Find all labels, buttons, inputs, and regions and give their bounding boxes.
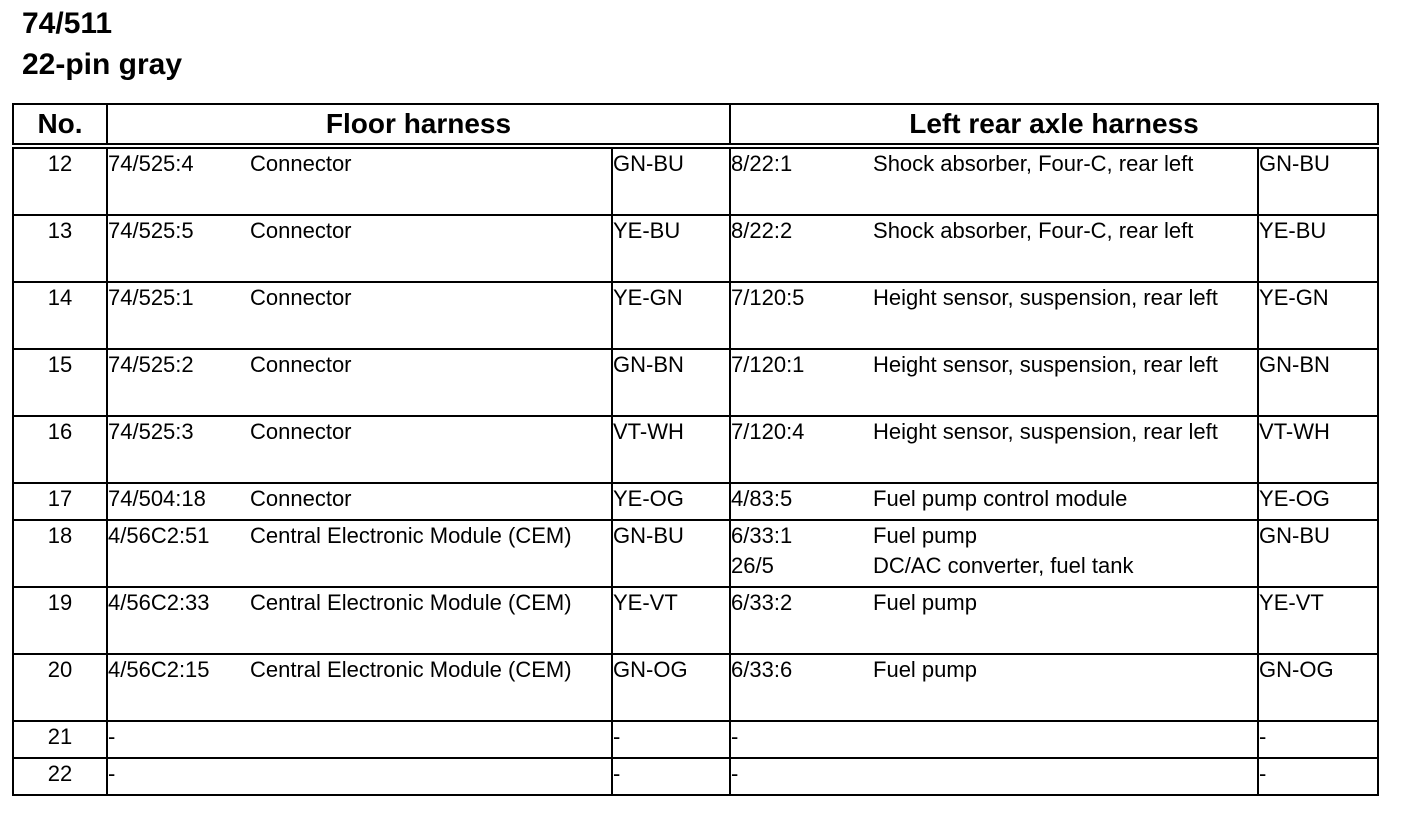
left-description: Height sensor, suspension, rear left (873, 285, 1218, 310)
floor-ref: 4/56C2:33 (108, 590, 210, 615)
left-description: Height sensor, suspension, rear left (873, 419, 1218, 444)
floor-wire-color: GN-BU (612, 520, 730, 587)
pin-number: 18 (13, 520, 107, 587)
table-row (13, 215, 1378, 282)
floor-ref: 74/525:1 (108, 285, 194, 310)
floor-description: Connector (250, 151, 352, 176)
floor-description: Connector (250, 218, 352, 243)
left-wire-color: YE-BU (1258, 215, 1378, 282)
table-row (13, 721, 1378, 758)
left-wire-color: - (1258, 758, 1378, 795)
pin-number: 21 (13, 721, 107, 758)
left-ref: 6/33:2 (731, 590, 793, 615)
floor-wire-color: - (612, 721, 730, 758)
table-row (13, 349, 1378, 416)
floor-ref: 74/525:2 (108, 352, 194, 377)
column-header-left-rear-axle-harness: Left rear axle harness (730, 104, 1378, 146)
floor-ref: 74/525:3 (108, 419, 194, 444)
left-description: Shock absorber, Four-C, rear left (873, 218, 1194, 243)
left-description (873, 722, 1257, 752)
pin-number: 16 (13, 416, 107, 483)
floor-ref: - (108, 724, 116, 749)
left-description: Fuel pump (873, 657, 977, 682)
floor-description: Central Electronic Module (CEM) (250, 523, 572, 548)
table-row (13, 520, 1378, 587)
left-wire-color: YE-OG (1258, 483, 1378, 520)
pin-number: 14 (13, 282, 107, 349)
left-wire-color: YE-VT (1258, 587, 1378, 654)
floor-wire-color: YE-VT (612, 587, 730, 654)
left-ref: 4/83:5 (731, 486, 793, 511)
floor-description: Connector (250, 419, 352, 444)
column-header-floor-harness: Floor harness (107, 104, 730, 146)
left-description: Fuel pump (873, 590, 977, 615)
table-row (13, 654, 1378, 721)
left-ref: 8/22:1 (731, 151, 793, 176)
floor-description: Central Electronic Module (CEM) (250, 590, 572, 615)
left-ref: 7/120:1 (731, 352, 805, 377)
left-ref: 8/22:2 (731, 218, 793, 243)
left-description (873, 759, 1257, 789)
floor-wire-color: GN-BN (612, 349, 730, 416)
floor-wire-color: YE-BU (612, 215, 730, 282)
pin-number: 19 (13, 587, 107, 654)
floor-wire-color: YE-GN (612, 282, 730, 349)
pin-number: 12 (13, 146, 107, 215)
left-wire-color: GN-BN (1258, 349, 1378, 416)
floor-wire-color: YE-OG (612, 483, 730, 520)
table-row (13, 282, 1378, 349)
floor-wire-color: - (612, 758, 730, 795)
left-ref: 7/120:5 (731, 285, 805, 310)
left-description: Fuel pump (873, 523, 977, 548)
floor-ref: 74/504:18 (108, 486, 206, 511)
left-ref: 7/120:4 (731, 419, 805, 444)
table-row (13, 483, 1378, 520)
floor-description: Connector (250, 352, 352, 377)
column-header-no: No. (13, 104, 107, 146)
left-description: Shock absorber, Four-C, rear left (873, 151, 1194, 176)
floor-description (250, 722, 611, 752)
floor-ref: 4/56C2:51 (108, 523, 210, 548)
left-description: Fuel pump control module (873, 486, 1128, 511)
floor-wire-color: GN-OG (612, 654, 730, 721)
left-wire-color: VT-WH (1258, 416, 1378, 483)
table-row (13, 146, 1378, 215)
left-wire-color: - (1258, 721, 1378, 758)
floor-description: Connector (250, 285, 352, 310)
left-wire-color: GN-BU (1258, 520, 1378, 587)
floor-ref: 74/525:4 (108, 151, 194, 176)
table-header-row (13, 104, 1378, 146)
pin-number: 17 (13, 483, 107, 520)
floor-description: Connector (250, 486, 352, 511)
left-ref: 6/33:1 (731, 523, 793, 548)
connector-description: 22-pin gray (22, 48, 183, 81)
left-wire-color: YE-GN (1258, 282, 1378, 349)
left-ref: - (731, 724, 739, 749)
floor-ref: 4/56C2:15 (108, 657, 210, 682)
pin-number: 15 (13, 349, 107, 416)
floor-description (250, 759, 611, 789)
floor-description: Central Electronic Module (CEM) (250, 657, 572, 682)
left-description: DC/AC converter, fuel tank (873, 553, 1134, 578)
left-wire-color: GN-OG (1258, 654, 1378, 721)
left-ref: 6/33:6 (731, 657, 793, 682)
left-wire-color: GN-BU (1258, 146, 1378, 215)
connector-id: 74/511 (22, 7, 113, 40)
pin-number: 20 (13, 654, 107, 721)
left-ref: - (731, 761, 739, 786)
table-row (13, 758, 1378, 795)
pin-table (12, 103, 1379, 796)
pin-number: 22 (13, 758, 107, 795)
floor-ref: - (108, 761, 116, 786)
left-description: Height sensor, suspension, rear left (873, 352, 1218, 377)
floor-wire-color: GN-BU (612, 146, 730, 215)
left-ref: 26/5 (731, 553, 774, 578)
table-row (13, 416, 1378, 483)
floor-ref: 74/525:5 (108, 218, 194, 243)
pin-number: 13 (13, 215, 107, 282)
floor-wire-color: VT-WH (612, 416, 730, 483)
table-row (13, 587, 1378, 654)
